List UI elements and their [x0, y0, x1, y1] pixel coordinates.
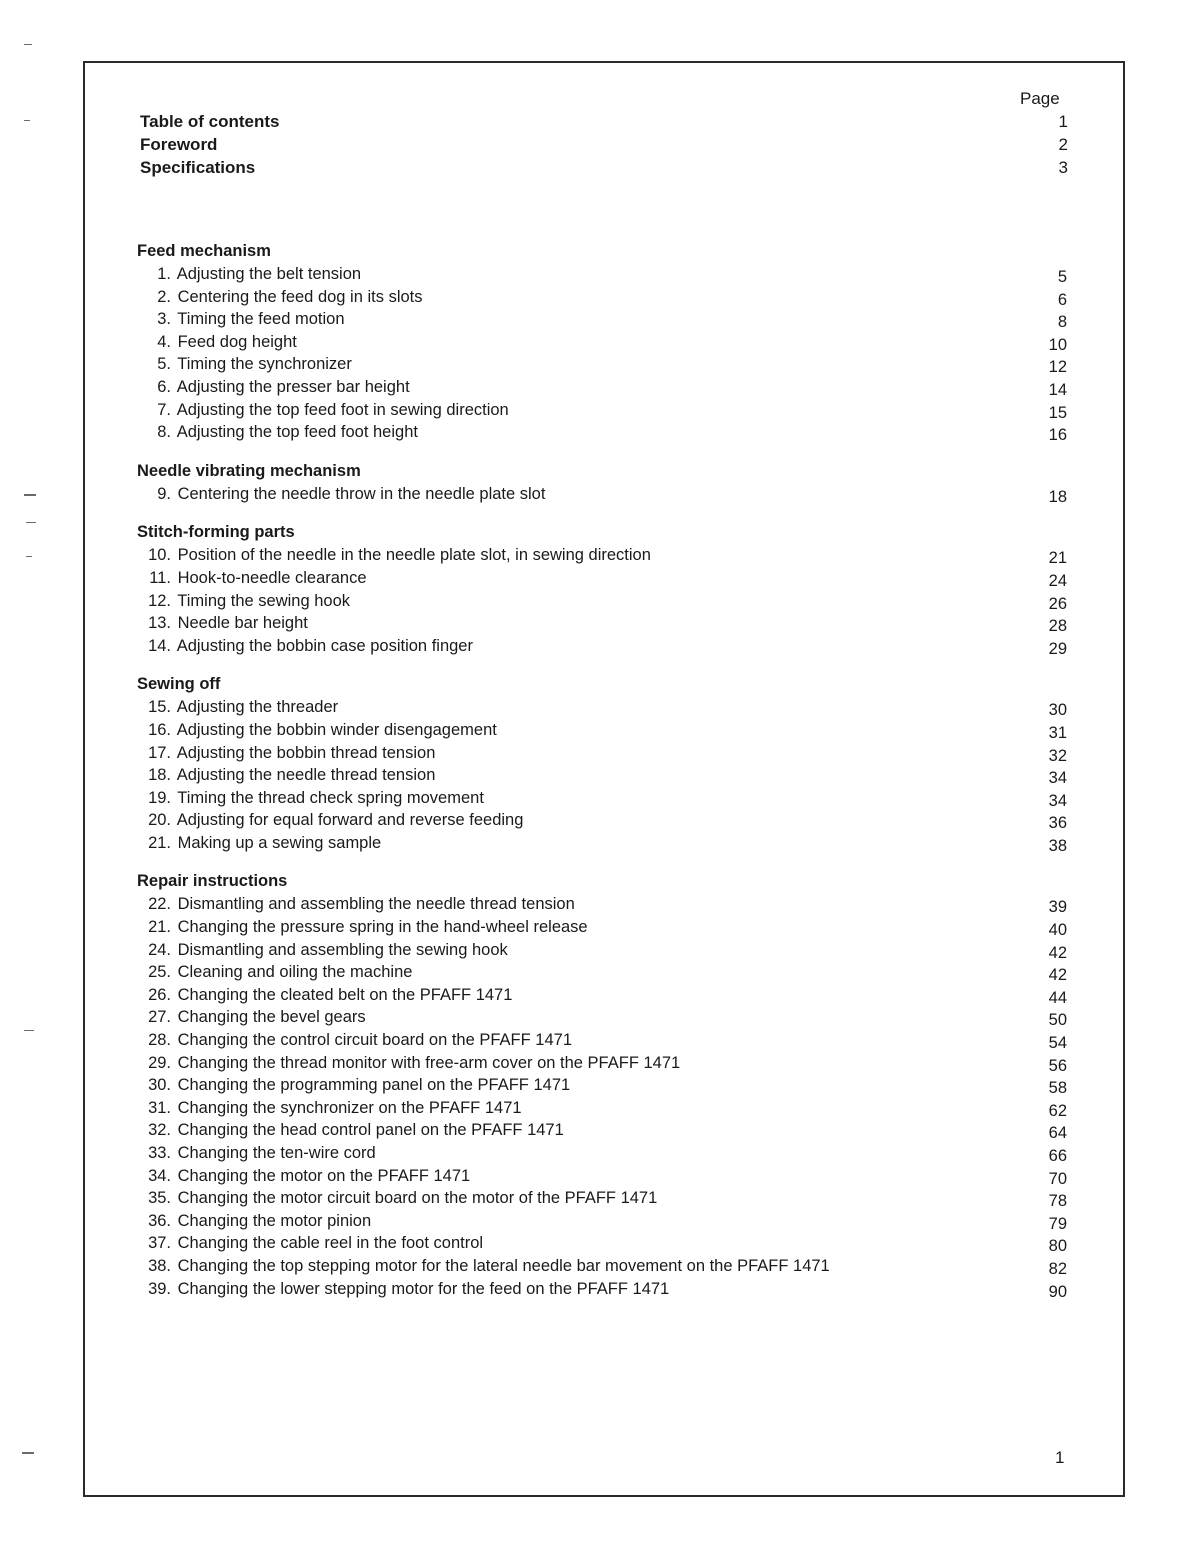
- toc-entry[interactable]: [137, 984, 1067, 1007]
- entry-label: [137, 742, 435, 765]
- entry-number: 19.: [148, 788, 171, 807]
- entry-text: Changing the bevel gears: [177, 1008, 366, 1027]
- section-title: Needle vibrating mechanism: [137, 461, 361, 480]
- entry-page: 90: [1048, 1282, 1067, 1301]
- entry-label: [137, 764, 435, 787]
- table-of-contents: [137, 240, 1067, 1316]
- entry-label: [137, 331, 297, 354]
- toc-entry[interactable]: [137, 1142, 1067, 1165]
- toc-entry[interactable]: [137, 809, 1067, 832]
- toc-entry[interactable]: [137, 1119, 1067, 1142]
- entry-label: [137, 544, 651, 567]
- entry-text: Changing the motor on the PFAFF 1471: [177, 1166, 471, 1185]
- entry-page: 79: [1048, 1214, 1067, 1233]
- entry-text: Changing the top stepping motor for the lateral needle bar movement on the PFAFF 1471: [177, 1256, 830, 1275]
- entry-page: 56: [1048, 1056, 1067, 1075]
- section-title: Stitch-forming parts: [137, 523, 295, 542]
- entry-label: [137, 1006, 366, 1029]
- entry-number: 21.: [148, 833, 171, 852]
- toc-entry[interactable]: [137, 1232, 1067, 1255]
- entry-label: [137, 1255, 830, 1278]
- entry-number: 24.: [148, 940, 171, 959]
- entry-label: [137, 939, 508, 962]
- entry-number: 39.: [148, 1279, 171, 1298]
- entry-text: Changing the motor pinion: [177, 1211, 372, 1230]
- toc-entry[interactable]: [137, 696, 1067, 719]
- entry-text: Adjusting the belt tension: [176, 265, 362, 283]
- entry-text: Cleaning and oiling the machine: [177, 963, 413, 982]
- entry-number: 12.: [148, 591, 171, 610]
- entry-number: 28.: [148, 1031, 171, 1050]
- entry-label: [137, 421, 418, 444]
- toc-entry[interactable]: [137, 916, 1067, 939]
- entry-text: Timing the sewing hook: [177, 591, 351, 610]
- scan-mark: [24, 120, 30, 121]
- entry-label: [137, 893, 575, 916]
- entry-page: 16: [1048, 426, 1067, 445]
- front-matter-page: 3: [1058, 158, 1068, 177]
- entry-page: 64: [1048, 1124, 1067, 1143]
- entry-text: Changing the ten-wire cord: [177, 1144, 376, 1162]
- entry-page: 78: [1048, 1192, 1067, 1211]
- toc-entry[interactable]: [137, 421, 1067, 444]
- entry-page: 18: [1048, 487, 1067, 506]
- entry-number: 5.: [157, 355, 171, 374]
- toc-entry[interactable]: [137, 1029, 1067, 1052]
- entry-text: Adjusting the needle thread tension: [176, 766, 436, 785]
- entry-number: 32.: [148, 1121, 171, 1140]
- toc-entry[interactable]: [137, 1006, 1067, 1029]
- entry-page: 62: [1048, 1101, 1067, 1120]
- entry-number: 33.: [148, 1144, 171, 1162]
- entry-label: [137, 567, 367, 590]
- entry-label: [137, 1232, 483, 1255]
- entry-page: 12: [1048, 358, 1067, 377]
- entry-label: [137, 719, 497, 742]
- entry-number: 20.: [148, 811, 171, 830]
- entry-page: 34: [1048, 769, 1067, 788]
- entry-label: [137, 1029, 572, 1052]
- entry-page: 42: [1048, 943, 1067, 962]
- toc-entry[interactable]: [137, 719, 1067, 742]
- entry-number: 36.: [148, 1211, 171, 1230]
- entry-number: 15.: [148, 698, 171, 717]
- entry-number: 9.: [157, 484, 171, 503]
- toc-entry[interactable]: [137, 635, 1067, 658]
- front-matter: [140, 110, 1068, 179]
- toc-section: [137, 460, 1067, 506]
- entry-number: 31.: [148, 1098, 171, 1117]
- entry-page: 70: [1048, 1169, 1067, 1188]
- scan-mark: [22, 1452, 34, 1454]
- entry-text: Changing the motor circuit board on the motor of the PFAFF 1471: [177, 1189, 658, 1208]
- entry-text: Changing the pressure spring in the hand-wheel release: [177, 918, 588, 937]
- front-matter-page: 1: [1058, 112, 1068, 131]
- entry-label: [137, 916, 588, 939]
- entry-label: [137, 1142, 376, 1165]
- entry-page: 31: [1048, 723, 1067, 742]
- toc-entry[interactable]: [137, 544, 1067, 567]
- entry-number: 37.: [148, 1234, 171, 1253]
- toc-entry[interactable]: [137, 308, 1067, 331]
- toc-entry[interactable]: [137, 612, 1067, 635]
- entry-label: [137, 376, 410, 399]
- entry-page: 8: [1057, 313, 1067, 332]
- entry-page: 80: [1048, 1237, 1067, 1256]
- entry-page: 28: [1048, 617, 1067, 636]
- entry-label: [137, 696, 338, 719]
- entry-number: 35.: [148, 1189, 171, 1208]
- entry-page: 66: [1048, 1147, 1067, 1165]
- section-title: Repair instructions: [137, 872, 288, 891]
- toc-entry[interactable]: [137, 764, 1067, 787]
- toc-entry[interactable]: [137, 353, 1067, 376]
- toc-section: [137, 521, 1067, 657]
- toc-section: [137, 240, 1067, 444]
- entry-text: Adjusting the top feed foot height: [176, 423, 418, 442]
- entry-number: 16.: [148, 720, 171, 739]
- entry-page: 54: [1048, 1034, 1067, 1053]
- entry-text: Centering the needle throw in the needle plate slot: [177, 484, 546, 503]
- entry-text: Adjusting for equal forward and reverse feeding: [176, 811, 524, 830]
- entry-text: Centering the feed dog in its slots: [177, 287, 423, 306]
- entry-page: 44: [1048, 988, 1067, 1007]
- entry-page: 34: [1048, 791, 1067, 810]
- entry-page: 6: [1057, 290, 1067, 309]
- entry-label: [137, 1210, 371, 1233]
- entry-text: Making up a sewing sample: [177, 833, 382, 852]
- front-matter-title: Specifications: [140, 158, 256, 177]
- entry-number: 34.: [148, 1166, 171, 1185]
- entry-number: 1.: [157, 265, 171, 283]
- toc-entry[interactable]: [137, 286, 1067, 309]
- entry-text: Timing the thread check spring movement: [177, 788, 484, 807]
- toc-entry[interactable]: [137, 1097, 1067, 1120]
- front-matter-page: 2: [1058, 135, 1068, 154]
- entry-text: Changing the programming panel on the PFAFF 1471: [177, 1076, 571, 1095]
- entry-page: 50: [1048, 1011, 1067, 1030]
- entry-text: Adjusting the top feed foot in sewing direction: [176, 400, 509, 419]
- toc-entry[interactable]: [137, 483, 1067, 506]
- entry-text: Adjusting the bobbin thread tension: [176, 743, 436, 762]
- entry-number: 2.: [157, 287, 171, 306]
- entry-label: [137, 1187, 657, 1210]
- entry-label: [137, 1052, 680, 1075]
- entry-label: [137, 353, 352, 376]
- scan-mark: [26, 556, 32, 557]
- page-column-label: Page: [1020, 89, 1060, 108]
- entry-label: [137, 809, 523, 832]
- entry-number: 18.: [148, 766, 171, 785]
- entry-text: Changing the thread monitor with free-arm cover on the PFAFF 1471: [177, 1053, 681, 1072]
- entry-number: 4.: [157, 332, 171, 351]
- entry-label: [137, 984, 512, 1007]
- front-matter-title: Foreword: [140, 135, 218, 154]
- entry-text: Changing the lower stepping motor for the feed on the PFAFF 1471: [177, 1279, 670, 1298]
- entry-page: 24: [1048, 571, 1067, 590]
- entry-page: 5: [1057, 268, 1067, 286]
- entry-page: 38: [1048, 836, 1067, 855]
- entry-text: Changing the head control panel on the PFAFF 1471: [177, 1121, 564, 1140]
- entry-label: [137, 635, 473, 658]
- entry-text: Dismantling and assembling the sewing hook: [177, 940, 508, 959]
- toc-entry[interactable]: [137, 832, 1067, 855]
- entry-label: [137, 1278, 669, 1301]
- entry-label: [137, 832, 381, 855]
- entry-label: [137, 308, 345, 331]
- section-title: Feed mechanism: [137, 242, 271, 260]
- entry-label: [137, 1097, 522, 1120]
- toc-entry[interactable]: [137, 939, 1067, 962]
- entry-text: Position of the needle in the needle plate slot, in sewing direction: [177, 546, 651, 565]
- entry-page: 15: [1048, 403, 1067, 422]
- entry-number: 26.: [148, 985, 171, 1004]
- front-matter-title: Table of contents: [140, 112, 280, 131]
- entry-text: Changing the control circuit board on the PFAFF 1471: [177, 1031, 572, 1050]
- toc-entry[interactable]: [137, 331, 1067, 354]
- entry-number: 8.: [157, 423, 171, 442]
- toc-entry[interactable]: [137, 263, 1067, 286]
- toc-entry[interactable]: [137, 742, 1067, 765]
- toc-entry[interactable]: [137, 1187, 1067, 1210]
- entry-number: 29.: [148, 1053, 171, 1072]
- entry-text: Adjusting the bobbin winder disengagement: [176, 720, 497, 739]
- entry-text: Changing the cleated belt on the PFAFF 1471: [177, 985, 513, 1004]
- entry-text: Adjusting the presser bar height: [176, 377, 410, 396]
- entry-text: Adjusting the threader: [176, 698, 339, 717]
- entry-number: 22.: [148, 895, 171, 914]
- scan-mark: [26, 522, 36, 523]
- entry-label: [137, 590, 350, 613]
- entry-number: 3.: [157, 310, 171, 329]
- toc-entry[interactable]: [137, 787, 1067, 810]
- entry-text: Needle bar height: [177, 614, 308, 633]
- toc-section: [137, 673, 1067, 854]
- scan-mark: [24, 494, 36, 496]
- toc-entry[interactable]: [137, 1278, 1067, 1301]
- entry-label: [137, 1074, 570, 1097]
- entry-text: Changing the synchronizer on the PFAFF 1471: [177, 1098, 522, 1117]
- entry-page: 26: [1048, 594, 1067, 613]
- front-matter-row[interactable]: [140, 110, 1068, 133]
- entry-page: 10: [1048, 335, 1067, 354]
- section-title: Sewing off: [137, 675, 221, 694]
- entry-page: 32: [1048, 746, 1067, 765]
- entry-page: 30: [1048, 701, 1067, 720]
- toc-entry[interactable]: [137, 1052, 1067, 1075]
- scan-mark: [24, 1030, 34, 1031]
- toc-entry[interactable]: [137, 893, 1067, 916]
- toc-entry[interactable]: [137, 1210, 1067, 1233]
- front-matter-row[interactable]: [140, 156, 1068, 179]
- entry-page: 58: [1048, 1079, 1067, 1098]
- toc-entry[interactable]: [137, 399, 1067, 422]
- toc-entry[interactable]: [137, 376, 1067, 399]
- entry-page: 14: [1048, 380, 1067, 399]
- entry-text: Feed dog height: [177, 332, 297, 351]
- entry-number: 14.: [148, 636, 171, 655]
- scan-mark: [24, 44, 32, 45]
- entry-number: 10.: [148, 546, 171, 565]
- entry-number: 27.: [148, 1008, 171, 1027]
- toc-section: [137, 870, 1067, 1300]
- entry-label: [137, 612, 308, 635]
- entry-label: [137, 961, 412, 984]
- front-matter-row[interactable]: [140, 133, 1068, 156]
- entry-text: Hook-to-needle clearance: [177, 568, 367, 587]
- entry-label: [137, 286, 423, 309]
- entry-number: 11.: [149, 568, 171, 587]
- entry-page: 21: [1048, 549, 1067, 568]
- entry-page: 36: [1048, 814, 1067, 833]
- entry-number: 17.: [148, 743, 171, 762]
- footer-page-number: 1: [1055, 1448, 1065, 1467]
- entry-label: [137, 1165, 470, 1188]
- entry-label: [137, 483, 545, 506]
- entry-label: [137, 399, 509, 422]
- entry-label: [137, 787, 484, 810]
- entry-text: Timing the feed motion: [177, 310, 345, 329]
- entry-page: 39: [1048, 898, 1067, 917]
- entry-number: 7.: [157, 400, 171, 419]
- entry-page: 82: [1048, 1259, 1067, 1278]
- entry-number: 38.: [148, 1256, 171, 1275]
- entry-page: 40: [1048, 921, 1067, 940]
- toc-entry[interactable]: [137, 961, 1067, 984]
- entry-page: 29: [1048, 639, 1067, 658]
- entry-number: 25.: [148, 963, 171, 982]
- entry-text: Dismantling and assembling the needle thread tension: [177, 895, 575, 914]
- toc-entry[interactable]: [137, 1074, 1067, 1097]
- entry-page: 42: [1048, 966, 1067, 985]
- entry-number: 6.: [157, 377, 171, 396]
- entry-number: 30.: [148, 1076, 171, 1095]
- entry-number: 13.: [148, 614, 171, 633]
- entry-text: Timing the synchronizer: [177, 355, 352, 374]
- entry-number: 21.: [148, 918, 171, 937]
- toc-entry[interactable]: [137, 1255, 1067, 1278]
- entry-label: [137, 263, 361, 286]
- entry-text: Changing the cable reel in the foot control: [177, 1234, 484, 1253]
- toc-entry[interactable]: [137, 590, 1067, 613]
- toc-entry[interactable]: [137, 567, 1067, 590]
- entry-text: Adjusting the bobbin case position finger: [176, 636, 473, 655]
- toc-entry[interactable]: [137, 1165, 1067, 1188]
- entry-label: [137, 1119, 564, 1142]
